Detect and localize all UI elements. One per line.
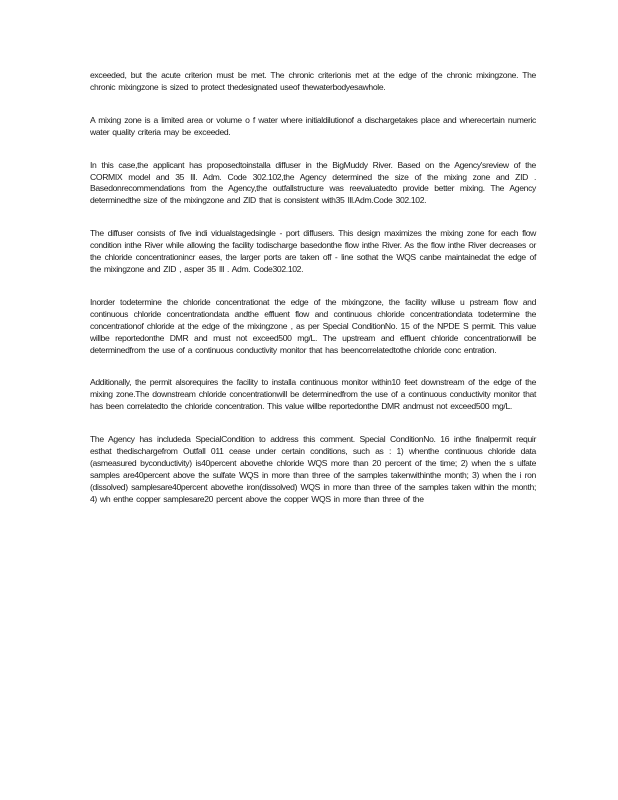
- paragraph-mixing-zone-definition: A mixing zone is a limited area or volume o f water where initialdilutionof a dischargetakes place and wherecertain numeric water quality criteria may be exceeded.: [90, 114, 536, 137]
- document-body: [90, 70, 536, 506]
- paragraph-mixing-zone-criteria: exceeded, but the acute criterion must be met. The chronic criterionis met at the edge of the chronic mixingzone. The chronic mixingzone is sized to protect thedesignated useof thewaterbodyesawhole.: [90, 70, 536, 92]
- paragraph-diffuser-design: The diffuser consists of five indi vidualstagedsingle - port diffusers. This design maximizes the mixing zone for each flow condition inthe River while allowing the facility todischarge basedonthe flow inthe River. As the flow inthe River decreases or the chloride concentrationincr eases, the larger ports are taken off - line sothat the WQS canbe maintainedat the edge of the mixingzone and ZID , asper 35 Ill . Adm. Code302.102.: [90, 228, 536, 274]
- paragraph-downstream-monitor: Additionally, the permit alsorequires the facility to installa continuous monitor within10 feet downstream of the edge of the mixing zone.The downstream chloride concentrationwill be determinedfrom the use of a continuous conductivity monitor that has been correlatedto the chloride concentration. This value willbe reportedonthe DMR andmust not exceed500 mg/L.: [90, 377, 536, 412]
- paragraph-chloride-determination: Inorder todetermine the chloride concentrationat the edge of the mixingzone, the facility willuse u pstream flow and continuous chloride concentrationdata andthe effluent flow and continuous chloride concentrationdata todetermine the concentrationof chloride at the edge of the mixingzone , as per Special ConditionNo. 15 of the NPDE S permit. This value willbe reportedonthe DMR and must not exceed500 mg/L. The upstream and effluent chloride concentrationwill be determinedfrom the use of a continuous conductivity monitor that has beencorrelatedtothe chloride conc entration.: [90, 296, 536, 355]
- paragraph-special-condition: The Agency has includeda SpecialCondition to address this comment. Special ConditionNo. 16 inthe finalpermit requir esthat thedischargefrom Outfall 011 cease under certain conditions, such as : 1) whenthe continuous chloride data (asmeasured byconductivity) is40percent abovethe chloride WQS more than 20 percent of the time; 2) when the s ulfate samples are40percent above the sulfate WQS in more than three of the samples takenwithinthe month; 3) when the i ron (dissolved) samplesare40percent abovethe iron(dissolved) WQS in more than three of the samples taken within the month; 4) wh enthe copper samplesare20 percent above the copper WQS in more than three of the: [90, 434, 536, 504]
- paragraph-diffuser-proposal: In this case,the applicant has proposedtoinstalla diffuser in the BigMuddy River. Based on the Agency'sreview of the CORMIX model and 35 Ill. Adm. Code 302.102,the Agency determined the size of the mixing zone and ZID . Basedonrecommendations from the Agency,the outfallstructure was reevaluatedto provide better mixing. The Agency determinedthe size of the mixingzone and ZID that is consistent with35 Ill.Adm.Code 302.102.: [90, 159, 536, 206]
